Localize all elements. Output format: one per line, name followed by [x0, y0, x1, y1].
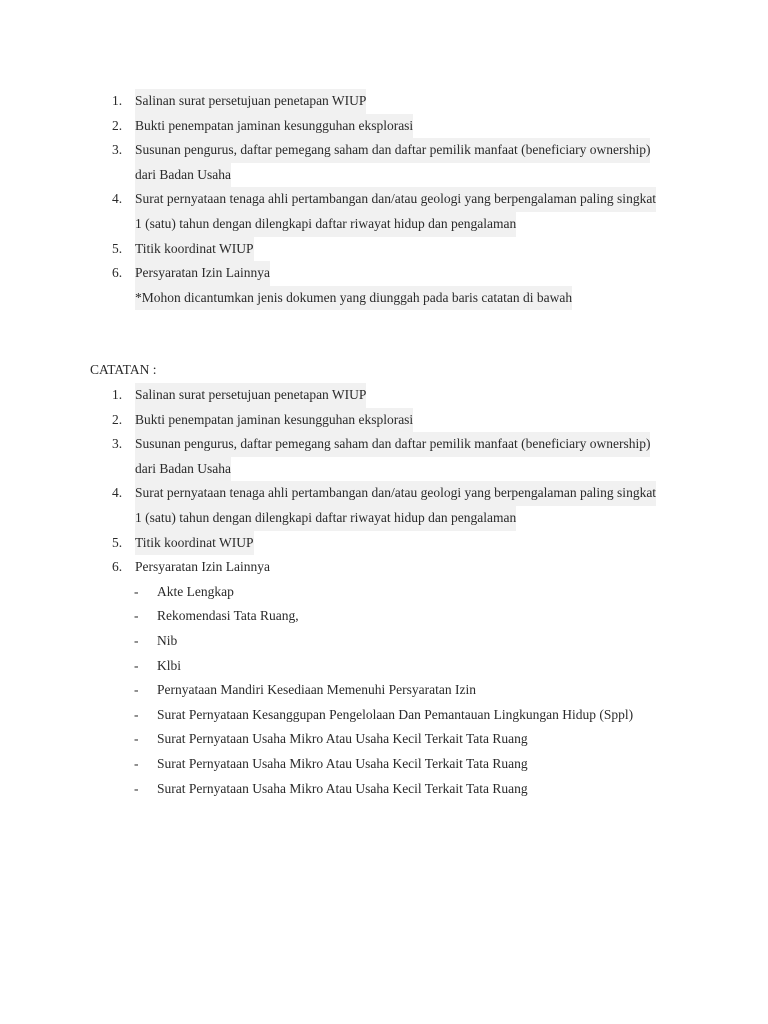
sub-list-item [0, 777, 768, 802]
list-item-continuation [0, 457, 768, 482]
list-item [0, 187, 768, 212]
dash-marker: - [134, 780, 139, 796]
list-item [0, 114, 768, 139]
dash-marker: - [134, 657, 139, 673]
dash-marker: - [134, 632, 139, 648]
list-number: 2. [112, 117, 123, 133]
list-text: Persyaratan Izin Lainnya [135, 261, 270, 286]
list-text: dari Badan Usaha [135, 457, 231, 482]
dash-marker: - [134, 682, 139, 698]
list-item [0, 555, 768, 580]
requirements-list [0, 89, 768, 310]
list-number: 4. [112, 485, 123, 501]
sub-list-text: Surat Pernyataan Usaha Mikro Atau Usaha Kecil Terkait Tata Ruang [157, 755, 528, 771]
list-text: Salinan surat persetujuan penetapan WIUP [135, 89, 366, 114]
list-number: 4. [112, 191, 123, 207]
list-text: Surat pernyataan tenaga ahli pertambangan dan/atau geologi yang berpengalaman paling singkat [135, 481, 656, 506]
list-number: 3. [112, 142, 123, 158]
list-item [0, 383, 768, 408]
sub-list-text: Pernyataan Mandiri Kesediaan Memenuhi Persyaratan Izin [157, 682, 477, 698]
list-number: 6. [112, 265, 123, 281]
sub-list-text: Rekomendasi Tata Ruang, [157, 608, 299, 624]
list-text: Titik koordinat WIUP [135, 531, 254, 556]
sub-list-item [0, 604, 768, 629]
sub-list-item [0, 629, 768, 654]
list-text: Bukti penempatan jaminan kesungguhan eksplorasi [135, 408, 413, 433]
list-item-continuation [0, 212, 768, 237]
list-item [0, 138, 768, 163]
dash-marker: - [134, 731, 139, 747]
note-text: *Mohon dicantumkan jenis dokumen yang diunggah pada baris catatan di bawah [135, 286, 572, 311]
sub-list-item [0, 752, 768, 777]
sub-list-item [0, 654, 768, 679]
list-number: 1. [112, 93, 123, 108]
list-item-continuation [0, 163, 768, 188]
list-text: 1 (satu) tahun dengan dilengkapi daftar riwayat hidup dan pengalaman [135, 212, 516, 237]
sub-list-text: Akte Lengkap [157, 583, 234, 599]
list-number: 5. [112, 240, 123, 256]
list-item [0, 481, 768, 506]
dash-marker: - [134, 706, 139, 722]
sub-list-item [0, 678, 768, 703]
list-item [0, 432, 768, 457]
list-item [0, 408, 768, 433]
sub-list-text: Klbi [157, 657, 182, 673]
catatan-heading: CATATAN : [90, 362, 157, 377]
list-number: 1. [112, 387, 123, 402]
list-number: 5. [112, 534, 123, 550]
list-text: Surat pernyataan tenaga ahli pertambangan dan/atau geologi yang berpengalaman paling singkat [135, 187, 656, 212]
upload-note [0, 286, 768, 311]
list-text: Bukti penempatan jaminan kesungguhan eksplorasi [135, 114, 413, 139]
catatan-list [0, 383, 768, 801]
list-text: dari Badan Usaha [135, 163, 231, 188]
dash-marker: - [134, 608, 139, 624]
list-item-continuation [0, 506, 768, 531]
list-item [0, 237, 768, 262]
sub-list-item [0, 703, 768, 728]
sub-list-text: Surat Pernyataan Usaha Mikro Atau Usaha Kecil Terkait Tata Ruang [157, 780, 528, 796]
sub-list-item [0, 580, 768, 605]
list-text: Persyaratan Izin Lainnya [135, 559, 270, 575]
sub-list-text: Nib [157, 632, 178, 648]
sub-list-text: Surat Pernyataan Kesanggupan Pengelolaan Dan Pemantauan Lingkungan Hidup (Sppl) [157, 706, 634, 722]
list-number: 2. [112, 411, 123, 427]
list-text: Susunan pengurus, daftar pemegang saham dan daftar pemilik manfaat (beneficiary ownership) [135, 138, 650, 163]
list-item [0, 89, 768, 114]
list-item [0, 531, 768, 556]
list-number: 6. [112, 559, 123, 575]
dash-marker: - [134, 583, 139, 599]
list-number: 3. [112, 436, 123, 452]
list-text: Titik koordinat WIUP [135, 237, 254, 262]
list-text: Susunan pengurus, daftar pemegang saham dan daftar pemilik manfaat (beneficiary ownership) [135, 432, 650, 457]
sub-list-text: Surat Pernyataan Usaha Mikro Atau Usaha Kecil Terkait Tata Ruang [157, 731, 528, 747]
list-text: Salinan surat persetujuan penetapan WIUP [135, 383, 366, 408]
list-item [0, 261, 768, 286]
list-text: 1 (satu) tahun dengan dilengkapi daftar riwayat hidup dan pengalaman [135, 506, 516, 531]
dash-marker: - [134, 755, 139, 771]
sub-list-item [0, 727, 768, 752]
